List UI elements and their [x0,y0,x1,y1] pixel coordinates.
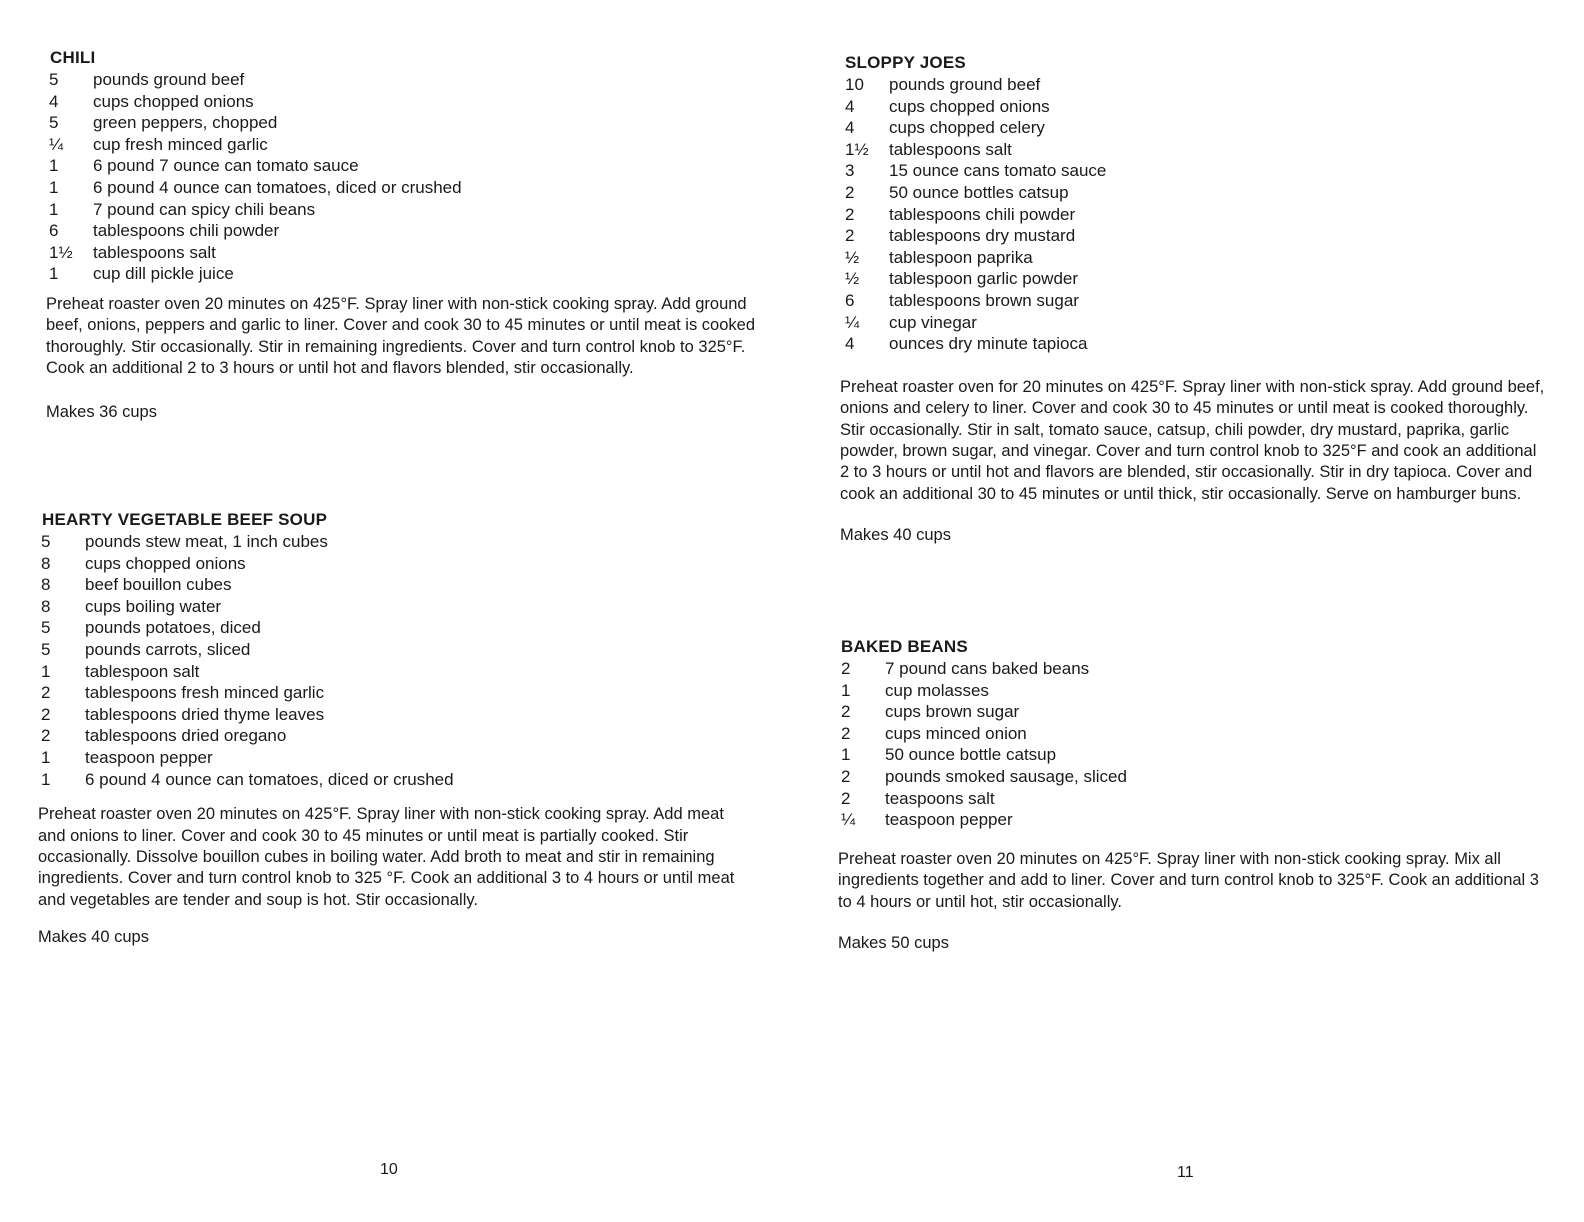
ingredient-item: tablespoon garlic powder [889,269,1079,289]
ingredient-row [841,744,1543,766]
recipe-title: CHILI [50,48,96,67]
ingredient-row [41,682,750,704]
ingredient-item: tablespoon paprika [889,247,1033,267]
ingredient-row [845,160,1547,182]
ingredient-row [841,788,1543,810]
ingredient-list [841,658,1543,831]
ingredient-row [845,117,1547,139]
ingredient-row [41,553,750,575]
ingredient-item: tablespoons dry mustard [889,226,1076,246]
ingredient-row [845,204,1547,226]
ingredient-qty: 2 [841,766,851,786]
ingredient-row [841,766,1543,788]
ingredient-row [41,725,750,747]
ingredient-row [49,220,758,242]
ingredient-row [49,199,758,221]
ingredient-qty: 10 [845,75,864,94]
ingredient-qty: 1½ [49,242,73,262]
ingredient-item: cups chopped onions [93,91,254,111]
ingredient-row [845,312,1547,334]
ingredient-qty: 5 [41,639,51,659]
ingredient-item: cups minced onion [885,723,1027,743]
ingredient-item: pounds stew meat, 1 inch cubes [85,532,328,551]
ingredient-item: ounces dry minute tapioca [889,334,1088,354]
ingredient-row [845,290,1547,312]
ingredient-qty: 5 [49,70,59,89]
ingredient-item: 6 pound 4 ounce can tomatoes, diced or crushed [93,177,462,197]
ingredient-item: pounds ground beef [889,75,1041,94]
ingredient-row [845,139,1547,161]
recipe-instructions: Preheat roaster oven 20 minutes on 425°F. Spray liner with non-stick cooking spray. Mix all ingredients together and add to liner. Cover and turn control knob to 325°F. Cook an additional 3 to 4 hours or until hot, stir occasionally. [838,849,1539,911]
ingredient-row [49,112,758,134]
ingredient-row [841,701,1543,723]
ingredient-row [845,225,1547,247]
ingredient-item: 6 pound 7 ounce can tomato sauce [93,156,359,176]
ingredient-item: tablespoons brown sugar [889,290,1079,310]
ingredient-item: cups brown sugar [885,702,1020,722]
ingredient-qty: 2 [41,726,51,746]
recipe-yield: Makes 40 cups [38,928,149,947]
ingredient-qty: 4 [845,334,855,354]
ingredient-qty: 1 [841,680,851,700]
ingredient-qty: 3 [845,161,855,181]
ingredient-item: tablespoons dried oregano [85,726,287,746]
ingredient-item: 6 pound 4 ounce can tomatoes, diced or crushed [85,769,454,789]
recipe-instructions: Preheat roaster oven 20 minutes on 425°F. Spray liner with non-stick cooking spray. Add meat and onions to liner. Cover and cook 30 to 45 minutes or until meat is partially cooked. Stir occasionally. Dissolve bouillon cubes in boiling water. Add broth to meat and stir in remaining ingredients. Cover and turn control knob to 325 °F. Cook an additional 3 to 4 hours or until meat and vegetables are tender and soup is hot. Stir occasionally. [38,805,735,909]
recipe-title: HEARTY VEGETABLE BEEF SOUP [42,510,328,529]
ingredient-item: cups boiling water [85,596,222,616]
recipe-instructions: Preheat roaster oven for 20 minutes on 425°F. Spray liner with non-stick spray. Add ground beef, onions and celery to liner. Cover and cook 30 to 45 minutes or until meat is cooked thoroughly. Stir occasionally. Stir in salt, tomato sauce, catsup, chili powder, dry mustard, paprika, garlic powder, brown sugar, and vinegar. Cover and turn control knob to 325°F and cook an additional 2 to 3 hours or until hot and flavors are blended, stir occasionally. Stir in dry tapioca. Cover and cook an additional 30 to 45 minutes or until thick, stir occasionally. Serve on hamburger buns. [840,377,1545,503]
ingredient-row [41,531,750,553]
ingredient-qty: 4 [845,118,855,138]
page-number: 11 [1177,1164,1194,1181]
ingredient-item: cups chopped onions [889,96,1050,116]
ingredient-item: cups chopped celery [889,118,1045,138]
recipe-yield: Makes 50 cups [838,933,949,952]
recipe-instructions: Preheat roaster oven 20 minutes on 425°F. Spray liner with non-stick cooking spray. Add ground beef, onions, peppers and garlic to liner. Cover and cook 30 to 45 minutes or until meat is cooked thoroughly. Stir occasionally. Stir in remaining ingredients. Cover and turn control knob to 325°F. Cook an additional 2 to 3 hours or until hot and flavors blended, stir occasionally. [46,294,756,378]
ingredient-item: 7 pound cans baked beans [885,659,1090,678]
ingredient-qty: 1 [41,747,51,767]
ingredient-row [841,723,1543,745]
recipe-title: SLOPPY JOES [845,53,966,72]
ingredient-item: cup molasses [885,680,989,700]
ingredient-row [41,769,750,791]
ingredient-row [41,704,750,726]
recipe-baked-beans [838,637,1543,954]
ingredient-qty: 1 [49,199,59,219]
ingredient-qty: ½ [845,269,860,289]
ingredient-item: teaspoons salt [885,788,995,808]
ingredient-qty: 2 [41,704,51,724]
ingredient-item: cups chopped onions [85,553,246,573]
ingredient-qty: 5 [49,113,59,133]
ingredient-qty: 2 [841,659,851,678]
ingredient-row [49,134,758,156]
ingredient-qty: 8 [41,553,51,573]
ingredient-item: tablespoons dried thyme leaves [85,704,325,724]
ingredient-item: tablespoons chili powder [889,204,1076,224]
ingredient-row [49,91,758,113]
ingredient-row [845,247,1547,269]
ingredient-item: 50 ounce bottle catsup [885,745,1057,765]
ingredient-row [49,69,758,91]
recipe-yield: Makes 36 cups [46,402,157,421]
ingredient-row [841,680,1543,702]
ingredient-qty: 1 [49,156,59,176]
ingredient-item: teaspoon pepper [85,747,213,767]
ingredient-item: pounds smoked sausage, sliced [885,766,1127,786]
ingredient-qty: 1 [841,745,851,765]
ingredient-item: 7 pound can spicy chili beans [93,199,316,219]
ingredient-item: pounds potatoes, diced [85,618,261,638]
ingredient-list [41,531,750,790]
ingredient-qty: 2 [845,204,855,224]
ingredient-item: tablespoons salt [93,242,216,262]
ingredient-qty: 4 [49,91,59,111]
ingredient-qty: 2 [41,683,51,703]
ingredient-qty: 1½ [845,139,869,159]
ingredient-item: tablespoons salt [889,139,1012,159]
ingredient-row [845,74,1547,96]
ingredient-row [841,809,1543,831]
ingredient-item: 50 ounce bottles catsup [889,182,1069,202]
right-page [792,0,1584,1222]
ingredient-qty: ¼ [845,312,860,332]
ingredient-qty: 6 [49,221,59,241]
ingredient-row [41,617,750,639]
ingredient-qty: 5 [41,532,51,551]
ingredient-qty: 1 [49,177,59,197]
ingredient-item: beef bouillon cubes [85,575,232,595]
ingredient-qty: 8 [41,575,51,595]
recipe-sloppy-joes [842,53,1547,546]
ingredient-row [845,333,1547,355]
recipe-yield: Makes 40 cups [840,526,951,545]
ingredient-item: teaspoon pepper [885,810,1013,830]
ingredient-qty: 1 [41,661,51,681]
ingredient-item: pounds ground beef [93,70,245,89]
recipe-chili [46,48,758,423]
ingredient-row [49,155,758,177]
ingredient-row [841,658,1543,680]
ingredient-row [845,182,1547,204]
ingredient-row [41,574,750,596]
ingredient-qty: ¼ [841,810,856,830]
ingredient-qty: 1 [41,769,51,789]
ingredient-item: tablespoons fresh minced garlic [85,683,325,703]
ingredient-row [845,96,1547,118]
ingredient-qty: 5 [41,618,51,638]
ingredient-qty: 2 [845,226,855,246]
ingredient-item: 15 ounce cans tomato sauce [889,161,1107,181]
page-number: 10 [380,1161,398,1178]
ingredient-qty: 6 [845,290,855,310]
ingredient-list [845,74,1547,355]
ingredient-qty: ¼ [49,134,64,154]
ingredient-row [41,661,750,683]
ingredient-qty: 4 [845,96,855,116]
ingredient-item: tablespoons chili powder [93,221,280,241]
ingredient-qty: 2 [841,702,851,722]
ingredient-row [49,242,758,264]
ingredient-row [845,268,1547,290]
ingredient-item: pounds carrots, sliced [85,639,251,659]
ingredient-row [41,596,750,618]
ingredient-item: cup fresh minced garlic [93,134,268,154]
ingredient-list [49,69,758,285]
ingredient-row [41,747,750,769]
ingredient-item: cup vinegar [889,312,977,332]
ingredient-qty: 1 [49,264,59,284]
ingredient-item: tablespoon salt [85,661,200,681]
ingredient-row [49,263,758,285]
ingredient-item: cup dill pickle juice [93,264,234,284]
ingredient-row [49,177,758,199]
ingredient-qty: ½ [845,247,860,267]
ingredient-qty: 2 [841,723,851,743]
ingredient-row [41,639,750,661]
ingredient-qty: 2 [841,788,851,808]
recipe-title: BAKED BEANS [841,637,968,656]
ingredient-qty: 8 [41,596,51,616]
recipe-vegetable-beef-soup [38,510,750,948]
ingredient-item: green peppers, chopped [93,113,278,133]
ingredient-qty: 2 [845,182,855,202]
